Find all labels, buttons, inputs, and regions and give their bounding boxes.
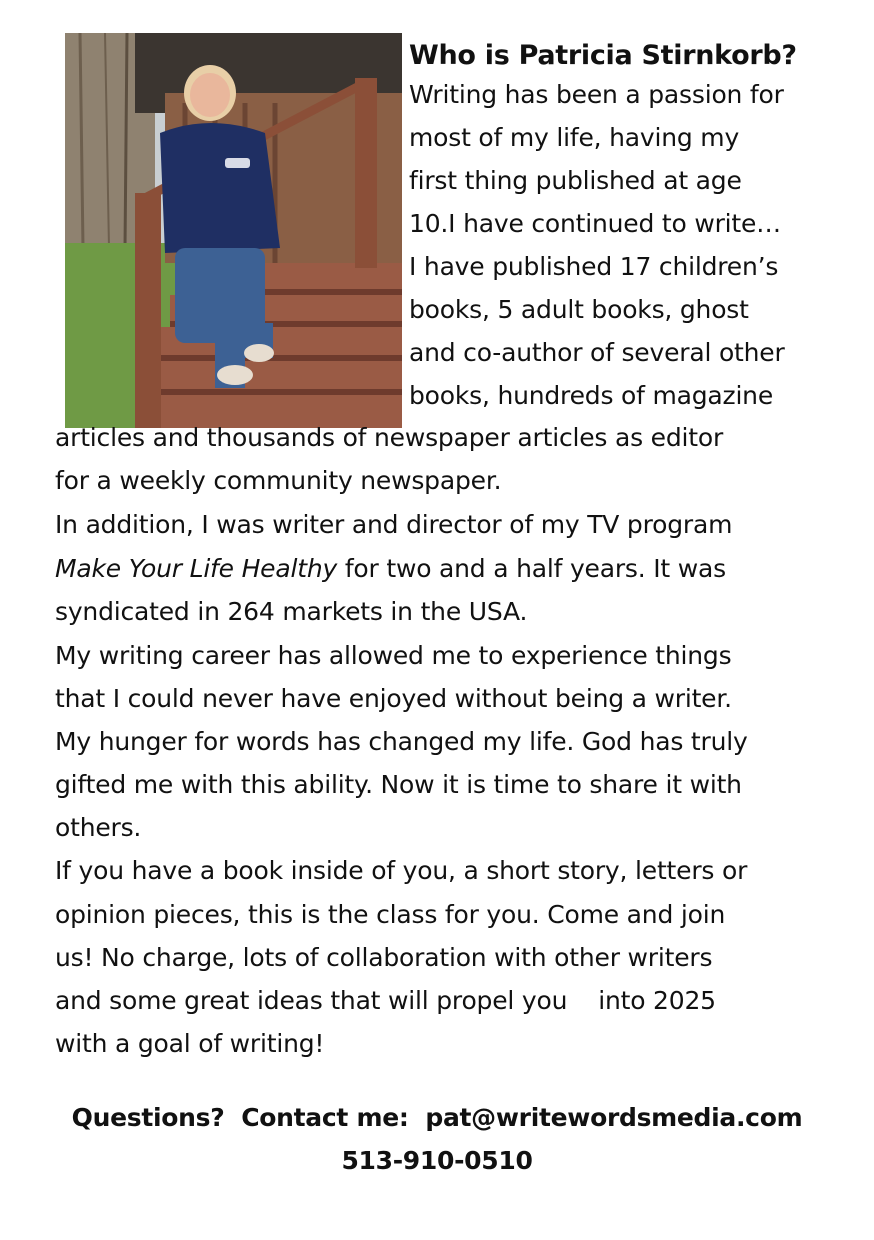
body-line: and some great ideas that will propel you into 2025 xyxy=(55,986,716,1015)
body-line: us! No charge, lots of collaboration with other writers xyxy=(55,943,713,972)
intro-line: Writing has been a passion for xyxy=(409,80,784,109)
intro-line: first thing published at age xyxy=(409,166,742,195)
tv-program-rest: for two and a half years. It was xyxy=(337,554,726,583)
intro-line: most of my life, having my xyxy=(409,123,740,152)
body-line: articles and thousands of newspaper articles as editor xyxy=(55,423,724,452)
body-line: for a weekly community newspaper. xyxy=(55,466,502,495)
body-line: If you have a book inside of you, a short story, letters or xyxy=(55,856,748,885)
intro-line: and co-author of several other xyxy=(409,338,785,367)
intro-line: books, hundreds of magazine xyxy=(409,381,774,410)
body-line: My hunger for words has changed my life. God has truly xyxy=(55,727,748,756)
body-line: with a goal of writing! xyxy=(55,1029,325,1058)
intro-line: I have published 17 children’s xyxy=(409,252,779,281)
author-photo xyxy=(65,33,402,428)
body-line: syndicated in 264 markets in the USA. xyxy=(55,597,528,626)
tv-program-line xyxy=(55,547,726,590)
body-line: others. xyxy=(55,813,142,842)
body-line: My writing career has allowed me to experience things xyxy=(55,641,732,670)
body-line: opinion pieces, this is the class for you. Come and join xyxy=(55,900,726,929)
body-line: In addition, I was writer and director of my TV program xyxy=(55,510,733,539)
intro-line: books, 5 adult books, ghost xyxy=(409,295,749,324)
contact-line: Questions? Contact me: pat@writewordsmedia.com xyxy=(71,1103,803,1132)
intro-line: 10.I have continued to write… xyxy=(409,209,781,238)
author-photo-illustration xyxy=(65,33,402,428)
body-line: that I could never have enjoyed without being a writer. xyxy=(55,684,732,713)
contact-phone: 513-910-0510 xyxy=(341,1146,533,1175)
page-title: Who is Patricia Stirnkorb? xyxy=(409,40,797,71)
tv-program-title: Make Your Life Healthy xyxy=(55,554,338,583)
body-line: gifted me with this ability. Now it is time to share it with xyxy=(55,770,742,799)
